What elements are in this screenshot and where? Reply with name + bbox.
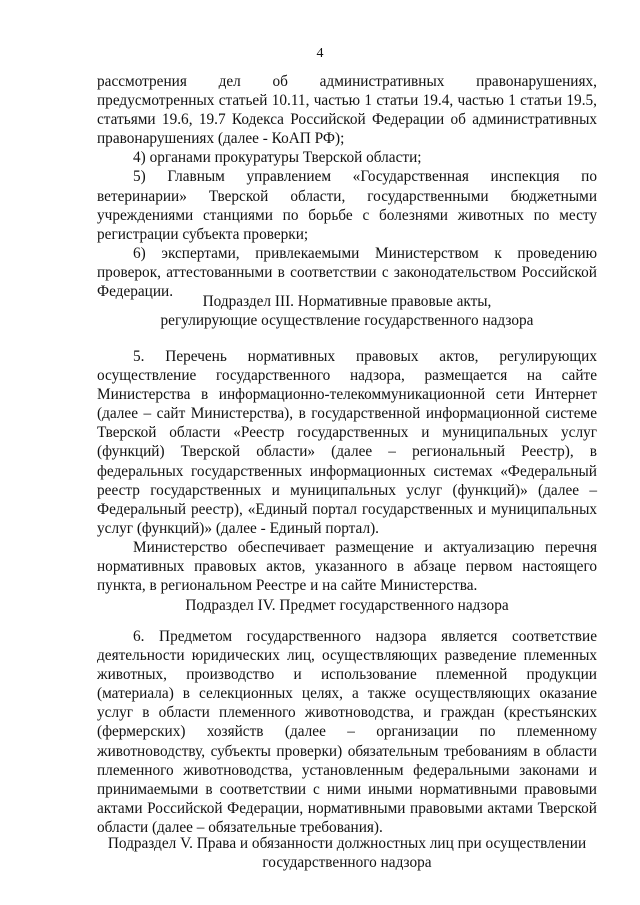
section-3-heading-line-2: регулирующие осуществление государственного надзора (160, 312, 534, 330)
list-item-5: 5) Главным управлением «Государственная инспекция по ветеринарии» Тверской области, государственными бюджетными учреждениями станциями по борьбе с болезнями животных по месту регистрации субъекта проверки; (97, 168, 597, 243)
section-5-heading-line-2: государственного надзора (262, 854, 432, 872)
section-3-heading (97, 292, 597, 330)
page-number: 4 (316, 46, 324, 61)
section-5-heading-line-1: Подраздел V. Права и обязанности должностных лиц при осуществлении (107, 835, 587, 852)
continuation-block (97, 72, 597, 301)
section-5-heading (97, 834, 597, 872)
section-3-heading-line-1: Подраздел III. Нормативные правовые акты, (202, 293, 492, 310)
list-item-4: 4) органами прокуратуры Тверской области; (133, 149, 422, 167)
paragraph-5-second: Министерство обеспечивает размещение и актуализацию перечня нормативных правовых актов, указанного в абзаце первом настоящего пункта, в региональном Реестре и на сайте Министерства. (97, 538, 597, 595)
list-item-6: 6) экспертами, привлекаемыми Министерством к проведению проверок, аттестованными в соответствии с законодательством Российской Федерации. (97, 244, 597, 301)
paragraph-6: 6. Предметом государственного надзора является соответствие деятельности юридических лиц, осуществляющих разведение племенных животных, производство и использование племенной продукции (материала) в селекционных целях, а также осуществляющих оказание услуг в области племенного животноводства, и граждан (крестьянских (фермерских) хозяйств (далее – организации по племенному животноводству, субъекты проверки) обязательным требованиям в области племенного животноводства, установленным федеральными законами и принимаемыми в соответствии с ними иными нормативными правовыми актами Российской Федерации, нормативными правовыми актами Тверской области (далее – обязательные требования). (97, 628, 597, 836)
paragraph-5: 5. Перечень нормативных правовых актов, регулирующих осуществление государственного надзора, размещается на сайте Министерства в информационно-телекоммуникационной сети Интернет (далее – сайт Министерства), в государственной информационной системе Тверской области «Реестр государственных и муниципальных услуг (функций) Тверской области» (далее – региональный Реестр), в федеральных государственных информационных системах «Федеральный реестр государственных и муниципальных услуг (функций)» (далее – Федеральный реестр), «Единый портал государственных и муниципальных услуг (функций)» (далее - Единый портал). (97, 348, 597, 537)
section-4-heading (97, 596, 597, 615)
section-4-heading-text: Подраздел IV. Предмет государственного надзора (185, 597, 509, 614)
paragraph-continuation: рассмотрения дел об административных правонарушениях, предусмотренных статьей 10.11, частью 1 статьи 19.4, частью 1 статьи 19.5, статьями 19.6, 19.7 Кодекса Российской Федерации об административных правонарушениях (далее - КоАП РФ); (97, 73, 597, 148)
section-4-body (97, 627, 597, 837)
section-3-body (97, 347, 597, 595)
